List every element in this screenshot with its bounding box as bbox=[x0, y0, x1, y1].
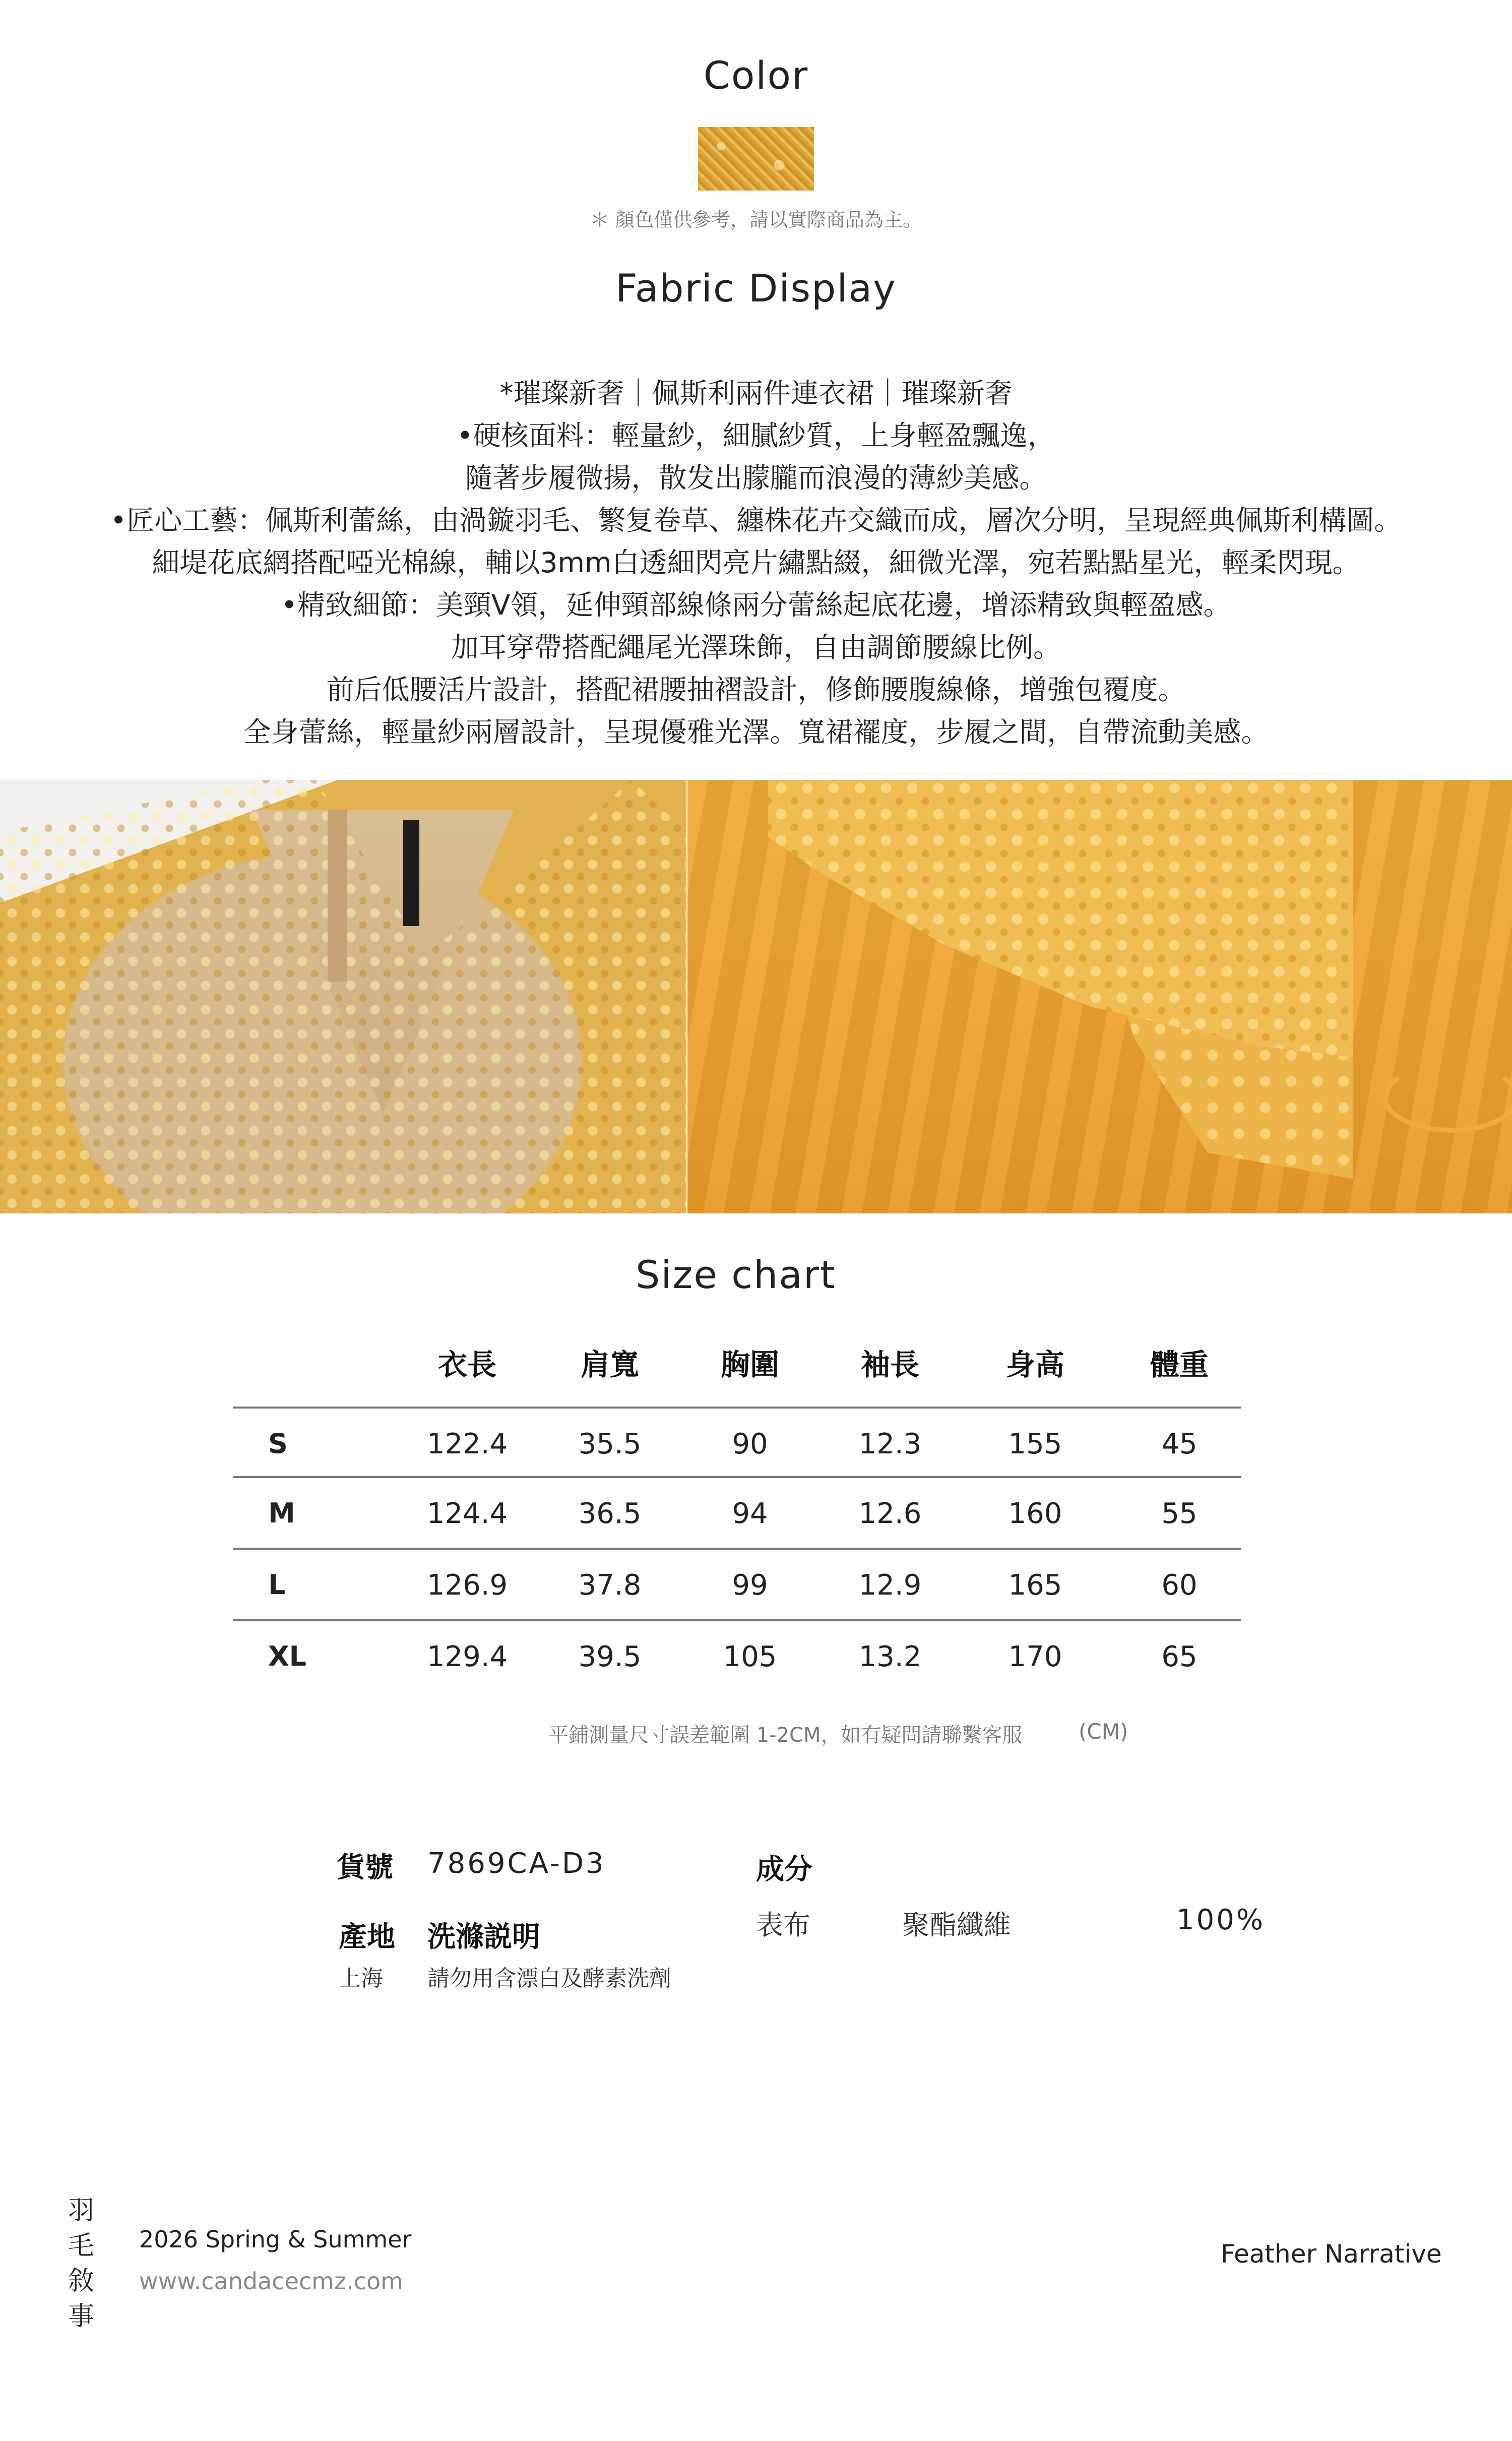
table-cell: 12.3 bbox=[858, 1428, 922, 1460]
wash-label: 洗滌説明 bbox=[427, 1921, 540, 1954]
origin-value: 上海 bbox=[339, 1966, 383, 1991]
table-cell: 35.5 bbox=[578, 1428, 642, 1460]
composition-material: 聚酯纖維 bbox=[902, 1909, 1011, 1941]
header-weight: 體重 bbox=[1150, 1348, 1209, 1382]
fabric-description bbox=[0, 372, 1512, 753]
desc-line-2: •硬核面料：輕量紗，細膩紗質，上身輕盈飄逸， bbox=[457, 419, 1055, 452]
table-cell: 94 bbox=[732, 1497, 768, 1530]
footer-url-link[interactable]: www.candacecmz.com bbox=[139, 2268, 403, 2295]
table-cell: 129.4 bbox=[426, 1640, 508, 1673]
item-number-label: 貨號 bbox=[337, 1851, 393, 1884]
lace-yoke bbox=[768, 780, 1353, 1057]
footer-tagline: Feather Narrative bbox=[1221, 2239, 1442, 2269]
composition-part: 表布 bbox=[756, 1909, 810, 1941]
table-cell: 13.2 bbox=[858, 1640, 922, 1673]
brand-char: 敘 bbox=[68, 2266, 94, 2296]
desc-line-8: 前后低腰活片設計，搭配裙腰抽褶設計，修飾腰腹線條，增強包覆度。 bbox=[326, 674, 1186, 706]
header-height: 身高 bbox=[1005, 1348, 1064, 1382]
table-row bbox=[233, 1476, 1241, 1548]
table-cell: 60 bbox=[1161, 1569, 1198, 1602]
color-title: Color bbox=[703, 53, 809, 98]
table-row bbox=[233, 1619, 1241, 1691]
size-chart-note: 平鋪測量尺寸誤差範圍 1-2CM，如有疑問請聯繫客服 bbox=[548, 1724, 1023, 1747]
table-cell: 122.4 bbox=[426, 1428, 508, 1460]
desc-line-1: *璀璨新奢｜佩斯利兩件連衣裙｜璀璨新奢 bbox=[499, 377, 1013, 409]
header-sleeve: 袖長 bbox=[860, 1348, 919, 1382]
composition-label: 成分 bbox=[756, 1853, 812, 1886]
desc-line-9: 全身蕾絲，輕量紗兩層設計，呈現優雅光澤。寬裙襬度，步履之間，自帶流動美感。 bbox=[243, 716, 1269, 748]
fabric-title: Fabric Display bbox=[615, 266, 897, 311]
zipper bbox=[328, 810, 347, 982]
table-cell: 12.9 bbox=[858, 1569, 922, 1602]
size-label: XL bbox=[268, 1640, 307, 1672]
table-cell: 170 bbox=[1008, 1640, 1062, 1673]
size-label: S bbox=[268, 1428, 288, 1459]
header-bust: 胸圍 bbox=[720, 1348, 779, 1382]
product-photo-waist bbox=[687, 780, 1512, 1213]
table-cell: 65 bbox=[1161, 1640, 1198, 1673]
waist-tie bbox=[1383, 1062, 1512, 1133]
desc-line-3: 隨著步履微揚，散发出朦朧而浪漫的薄紗美感。 bbox=[465, 462, 1047, 494]
brand-vertical-name bbox=[64, 2193, 99, 2334]
desc-line-5: 細堤花底網搭配啞光棉線，輔以3mm白透細閃亮片繡點綴，細微光澤，宛若點點星光，輕柔閃現。 bbox=[152, 546, 1360, 579]
origin-label: 產地 bbox=[339, 1921, 395, 1954]
table-cell: 126.9 bbox=[426, 1569, 508, 1602]
composition-percent: 100% bbox=[1176, 1904, 1266, 1936]
table-cell: 99 bbox=[732, 1569, 768, 1602]
brand-tag bbox=[403, 820, 419, 926]
item-number-value: 7869CA-D3 bbox=[427, 1847, 606, 1880]
table-cell: 160 bbox=[1008, 1497, 1062, 1530]
table-row bbox=[233, 1407, 1241, 1478]
table-row bbox=[233, 1548, 1241, 1619]
table-cell: 124.4 bbox=[426, 1497, 508, 1530]
header-shoulder: 肩寬 bbox=[580, 1348, 639, 1382]
product-photo-neckline bbox=[0, 780, 686, 1213]
table-cell: 45 bbox=[1161, 1428, 1198, 1460]
header-length: 衣長 bbox=[437, 1348, 496, 1382]
desc-line-7: 加耳穿帶搭配繩尾光澤珠飾，自由調節腰線比例。 bbox=[451, 631, 1061, 663]
size-label: L bbox=[268, 1569, 286, 1601]
table-cell: 155 bbox=[1008, 1428, 1062, 1460]
table-cell: 90 bbox=[732, 1428, 768, 1460]
table-cell: 165 bbox=[1008, 1569, 1062, 1602]
brand-char: 事 bbox=[68, 2301, 94, 2332]
size-chart-unit: (CM) bbox=[1079, 1719, 1128, 1744]
footer-season: 2026 Spring & Summer bbox=[139, 2226, 412, 2253]
desc-line-4: •匠心工藝：佩斯利蕾絲，由渦鏇羽毛、繁复卷草、纏株花卉交織而成，層次分明，呈現經典佩斯利構圖。 bbox=[110, 504, 1402, 536]
brand-char: 羽 bbox=[68, 2195, 94, 2226]
table-cell: 37.8 bbox=[578, 1569, 642, 1602]
table-cell: 105 bbox=[723, 1640, 777, 1673]
size-chart-title: Size chart bbox=[636, 1252, 836, 1297]
wash-value: 請勿用含漂白及酵素洗劑 bbox=[427, 1966, 671, 1991]
table-cell: 39.5 bbox=[578, 1640, 642, 1673]
table-cell: 36.5 bbox=[578, 1497, 642, 1530]
color-swatch[interactable] bbox=[698, 127, 814, 191]
color-note: ＊ 顏色僅供參考，請以實際商品為主。 bbox=[590, 209, 922, 231]
table-cell: 55 bbox=[1161, 1497, 1198, 1530]
size-label: M bbox=[268, 1497, 295, 1529]
brand-char: 毛 bbox=[68, 2231, 94, 2261]
table-cell: 12.6 bbox=[858, 1497, 922, 1530]
desc-line-6: •精致細節：美頸V領，延伸頸部線條兩分蕾絲起底花邊，增添精致與輕盈感。 bbox=[281, 589, 1231, 621]
